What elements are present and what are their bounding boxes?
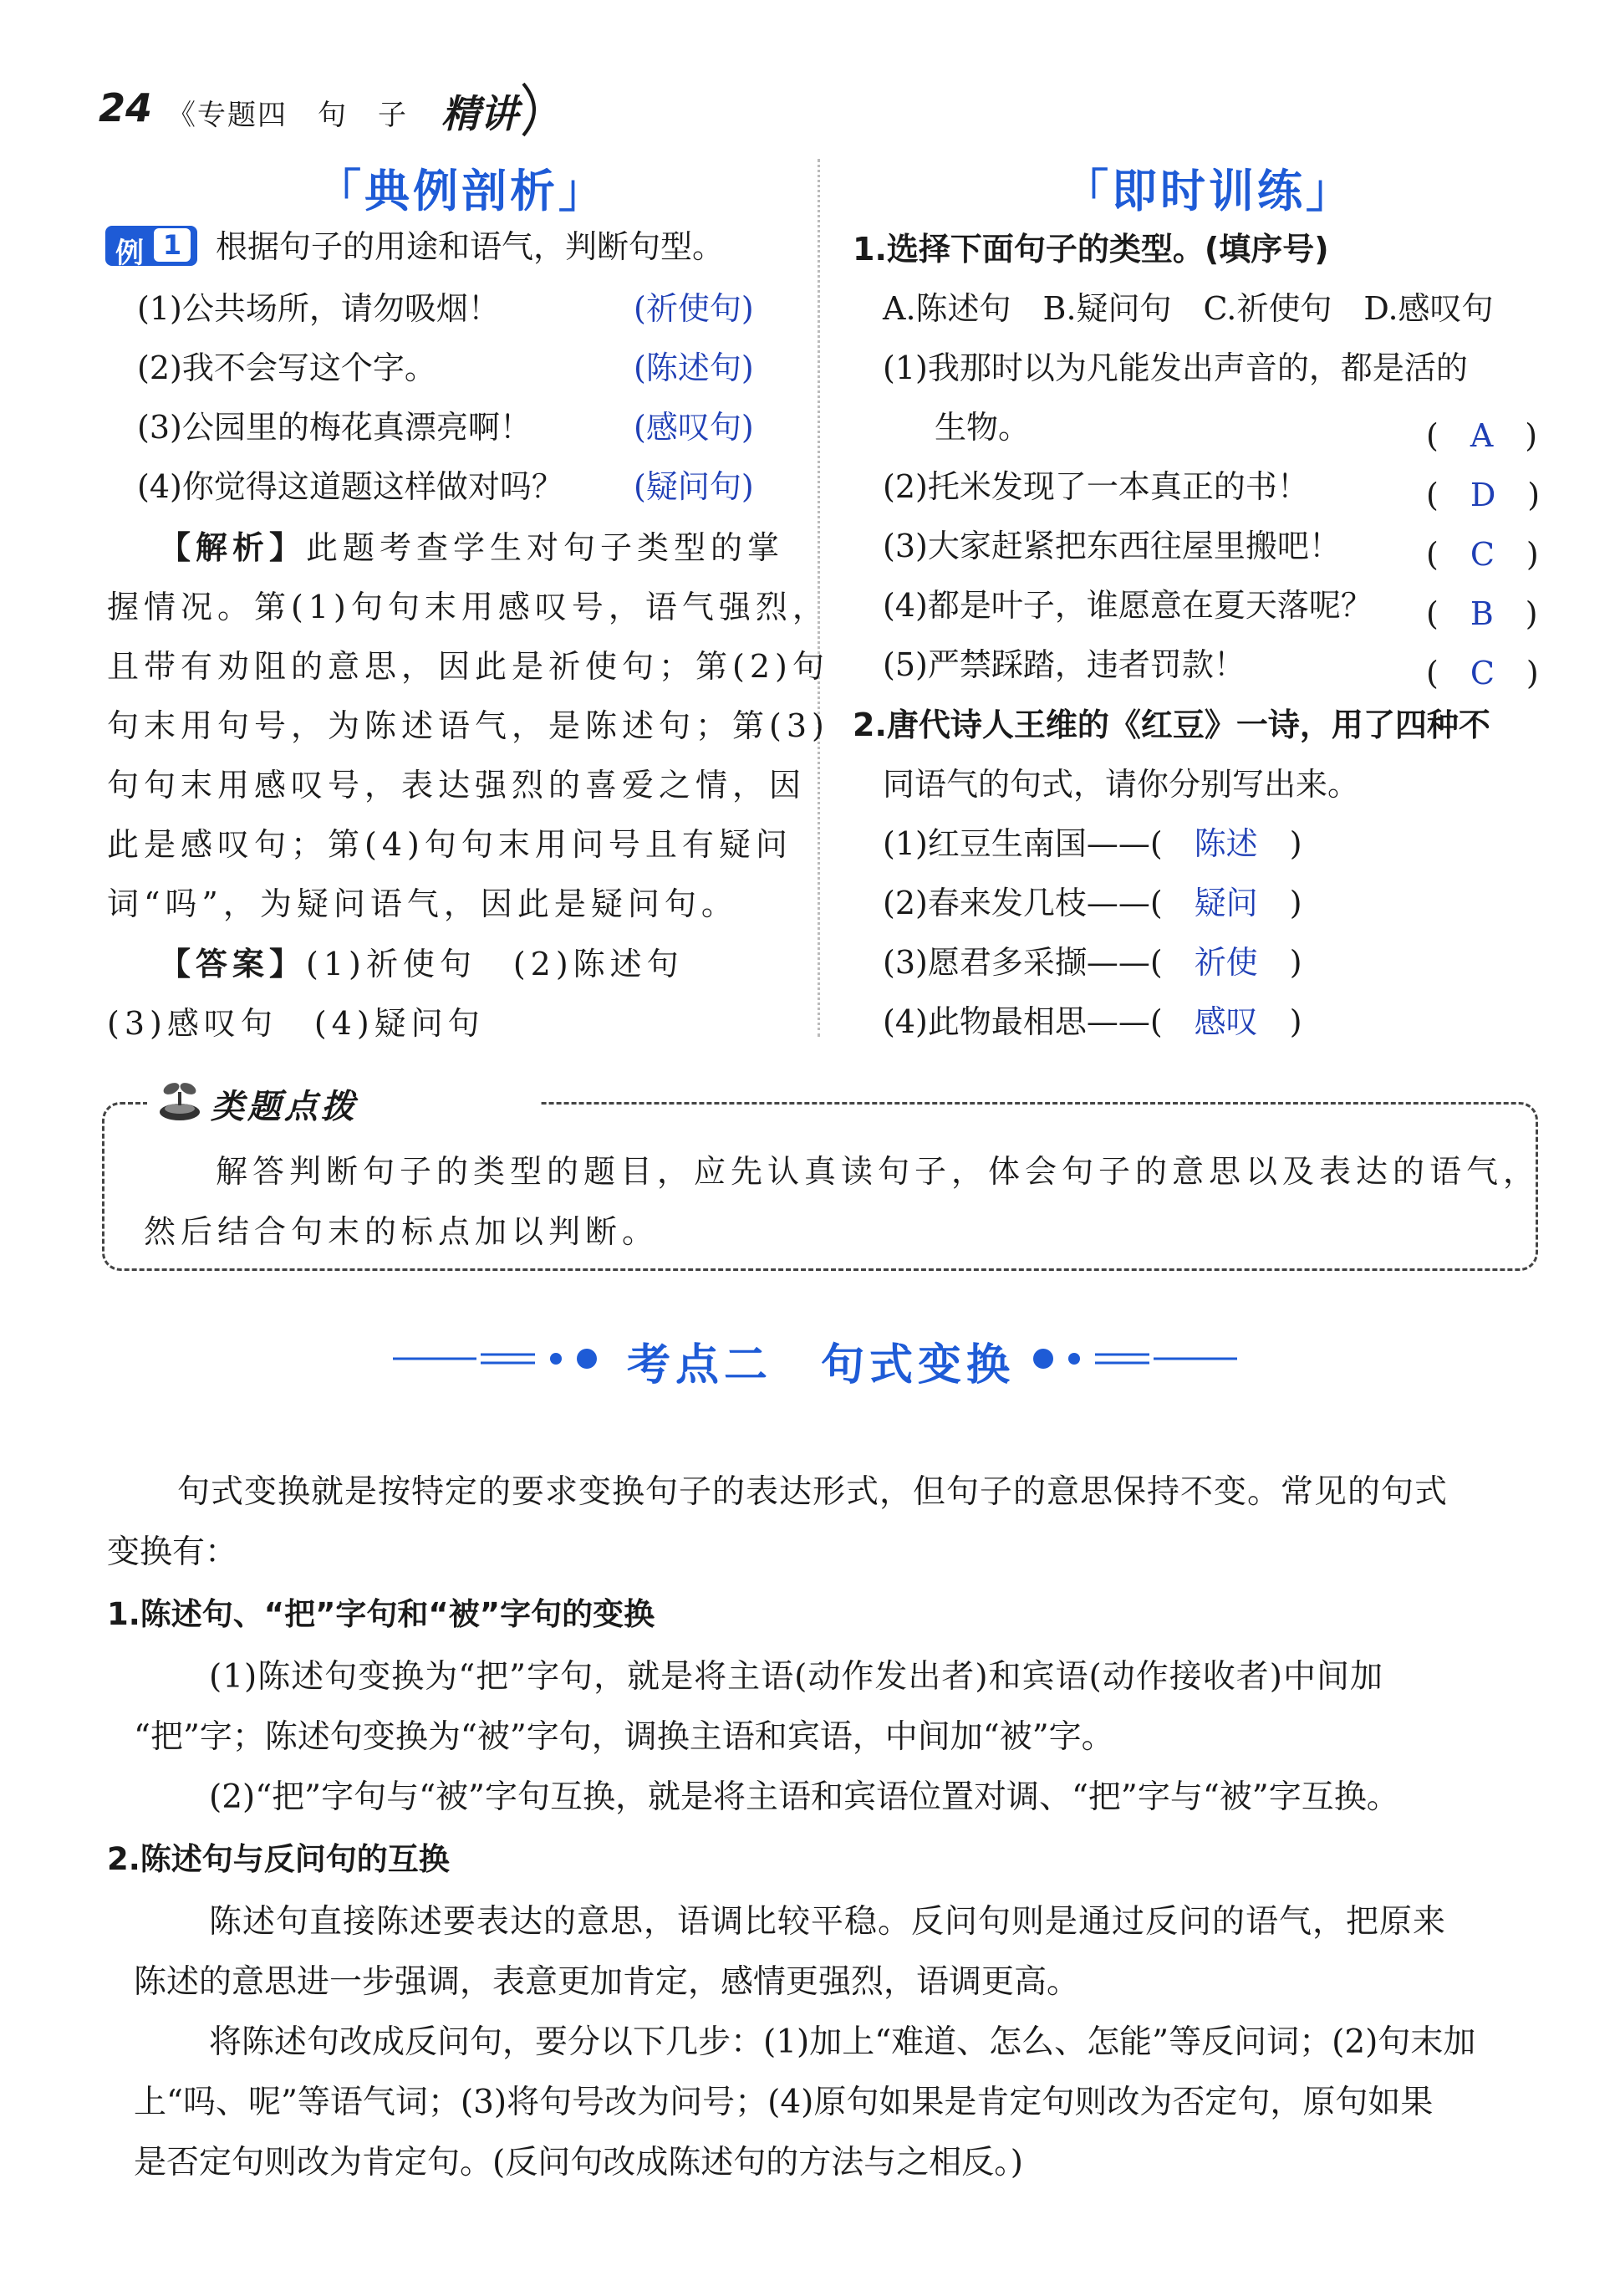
analysis-line-5: 句句末用感叹号，表达强烈的喜爱之情，因 <box>107 767 807 804</box>
q2-title-line-2: 同语气的句式，请你分别写出来。 <box>883 766 1360 803</box>
q2-item-4: (4)此物最相思——( 感叹 ) <box>883 1003 1302 1040</box>
q1-answer-1: ( A ) <box>1426 417 1538 454</box>
analysis-line-1: 【解析】此题考查学生对句子类型的掌 <box>159 529 785 566</box>
analysis-line-2: 握情况。第(1)句句末用感叹号，语气强烈， <box>107 589 829 625</box>
sprout-icon <box>155 1077 204 1124</box>
example-answer-2: (陈述句) <box>634 350 754 386</box>
body-p1-line-1: (1)陈述句变换为“把”字句，就是将主语(动作发出者)和宾语(动作接收者)中间加 <box>209 1658 1383 1696</box>
tip-line-1: 解答判断句子的类型的题目，应先认真读句子，体会句子的意思以及表达的语气， <box>216 1153 1541 1190</box>
example-item-4: (4)你觉得这道题这样做对吗？ <box>137 468 563 505</box>
q2-title-line-1: 2.唐代诗人王维的《红豆》一诗，用了四种不 <box>853 707 1490 743</box>
tip-line-2: 然后结合句末的标点加以判断。 <box>144 1213 660 1250</box>
q1-answer-5: ( C ) <box>1426 655 1539 691</box>
tip-header <box>147 1072 540 1127</box>
answer-line-1: 【答案】(1)祈使句 (2)陈述句 <box>159 946 684 982</box>
analysis-line-3: 且带有劝阻的意思，因此是祈使句；第(2)句 <box>107 648 829 685</box>
example-answer-1: (祈使句) <box>634 290 754 327</box>
section2-title: 考点二 句式变换 <box>627 1340 1016 1390</box>
body-p3-line-2: 陈述的意思进一步强调，表意更加肯定，感情更强烈，语调更高。 <box>134 1963 1080 2001</box>
section2-heading <box>393 1329 1237 1388</box>
page-header <box>99 80 567 139</box>
body-p4-line-2: 上“吗、呢”等语气词；(3)将句号改为问号；(4)原句如果是肯定句则改为否定句，原句如果 <box>134 2084 1434 2121</box>
example-badge: 例 1 <box>105 226 197 266</box>
example-number: 1 <box>154 228 191 262</box>
q1-item-1: (1)我那时以为凡能发出声音的，都是活的 <box>883 350 1468 386</box>
example-question: 根据句子的用途和语气，判断句型。 <box>216 228 725 265</box>
q1-title: 1.选择下面句子的类型。(填序号) <box>853 231 1329 268</box>
brand-label: 精讲 <box>441 91 518 136</box>
analysis-line-4: 句末用句号，为陈述语气，是陈述句；第(3) <box>107 707 829 744</box>
left-decor-icon <box>393 1346 610 1371</box>
body-heading-2: 2.陈述句与反问句的互换 <box>107 1841 450 1877</box>
analysis-line-6: 此是感叹句；第(4)句句末用问号且有疑问 <box>107 826 792 863</box>
q2-item-2: (2)春来发几枝——( 疑问 ) <box>883 885 1302 921</box>
body-p3-line-1: 陈述句直接陈述要表达的意思，语调比较平稳。反问句则是通过反问的语气，把原来 <box>209 1903 1447 1941</box>
body-p4-line-3: 是否定句则改为肯定句。(反问句改成陈述句的方法与之相反。) <box>134 2144 1023 2181</box>
q1-answer-4: ( B ) <box>1426 595 1538 632</box>
example-answer-3: (感叹句) <box>634 409 754 446</box>
q1-options: A.陈述句 B.疑问句 C.祈使句 D.感叹句 <box>883 290 1494 327</box>
body-p4-line-1: 将陈述句改成反问句，要分以下几步：(1)加上“难道、怎么、怎能”等反问词；(2)句末加 <box>209 2023 1476 2061</box>
body-p1-line-2: “把”字；陈述句变换为“被”字句，调换主语和宾语，中间加“被”字。 <box>134 1718 1114 1756</box>
left-section-title: 「典例剖析」 <box>316 165 607 217</box>
intro-line-1: 句式变换就是按特定的要求变换句子的表达形式，但句子的意思保持不变。常见的句式 <box>177 1473 1449 1511</box>
body-heading-1: 1.陈述句、“把”字句和“被”字句的变换 <box>107 1596 655 1632</box>
example-item-3: (3)公园里的梅花真漂亮啊！ <box>137 409 532 446</box>
analysis-line-7: 词“吗”，为疑问语气，因此是疑问句。 <box>107 885 738 922</box>
q2-item-1: (1)红豆生南国——( 陈述 ) <box>883 825 1302 862</box>
q1-answer-2: ( D ) <box>1426 477 1541 513</box>
q2-item-3: (3)愿君多采撷——( 祈使 ) <box>883 944 1302 981</box>
right-decor-icon <box>1020 1346 1237 1371</box>
header-bracket-icon <box>517 80 550 139</box>
example-item-2: (2)我不会写这个字。 <box>137 350 436 386</box>
q1-item-1-cont: 生物。 <box>935 409 1031 446</box>
example-item-1: (1)公共场所，请勿吸烟！ <box>137 290 500 327</box>
q1-answer-3: ( C ) <box>1426 536 1539 573</box>
topic-label: 《专题四 句 子 <box>167 99 408 132</box>
q1-item-4: (4)都是叶子，谁愿意在夏天落呢？ <box>883 587 1373 624</box>
intro-line-2: 变换有： <box>107 1533 238 1571</box>
right-section-title: 「即时训练」 <box>1063 165 1354 217</box>
example-answer-4: (疑问句) <box>634 468 754 505</box>
answer-line-2: (3)感叹句 (4)疑问句 <box>107 1005 485 1042</box>
page-number: 24 <box>99 85 153 130</box>
body-p2: (2)“把”字句与“被”字句互换，就是将主语和宾语位置对调、“把”字与“被”字互换。 <box>209 1778 1399 1816</box>
q1-item-3: (3)大家赶紧把东西往屋里搬吧！ <box>883 528 1341 564</box>
q1-item-5: (5)严禁踩踏，违者罚款！ <box>883 646 1246 683</box>
tip-title: 类题点拨 <box>211 1087 358 1126</box>
q1-item-2: (2)托米发现了一本真正的书！ <box>883 468 1309 505</box>
